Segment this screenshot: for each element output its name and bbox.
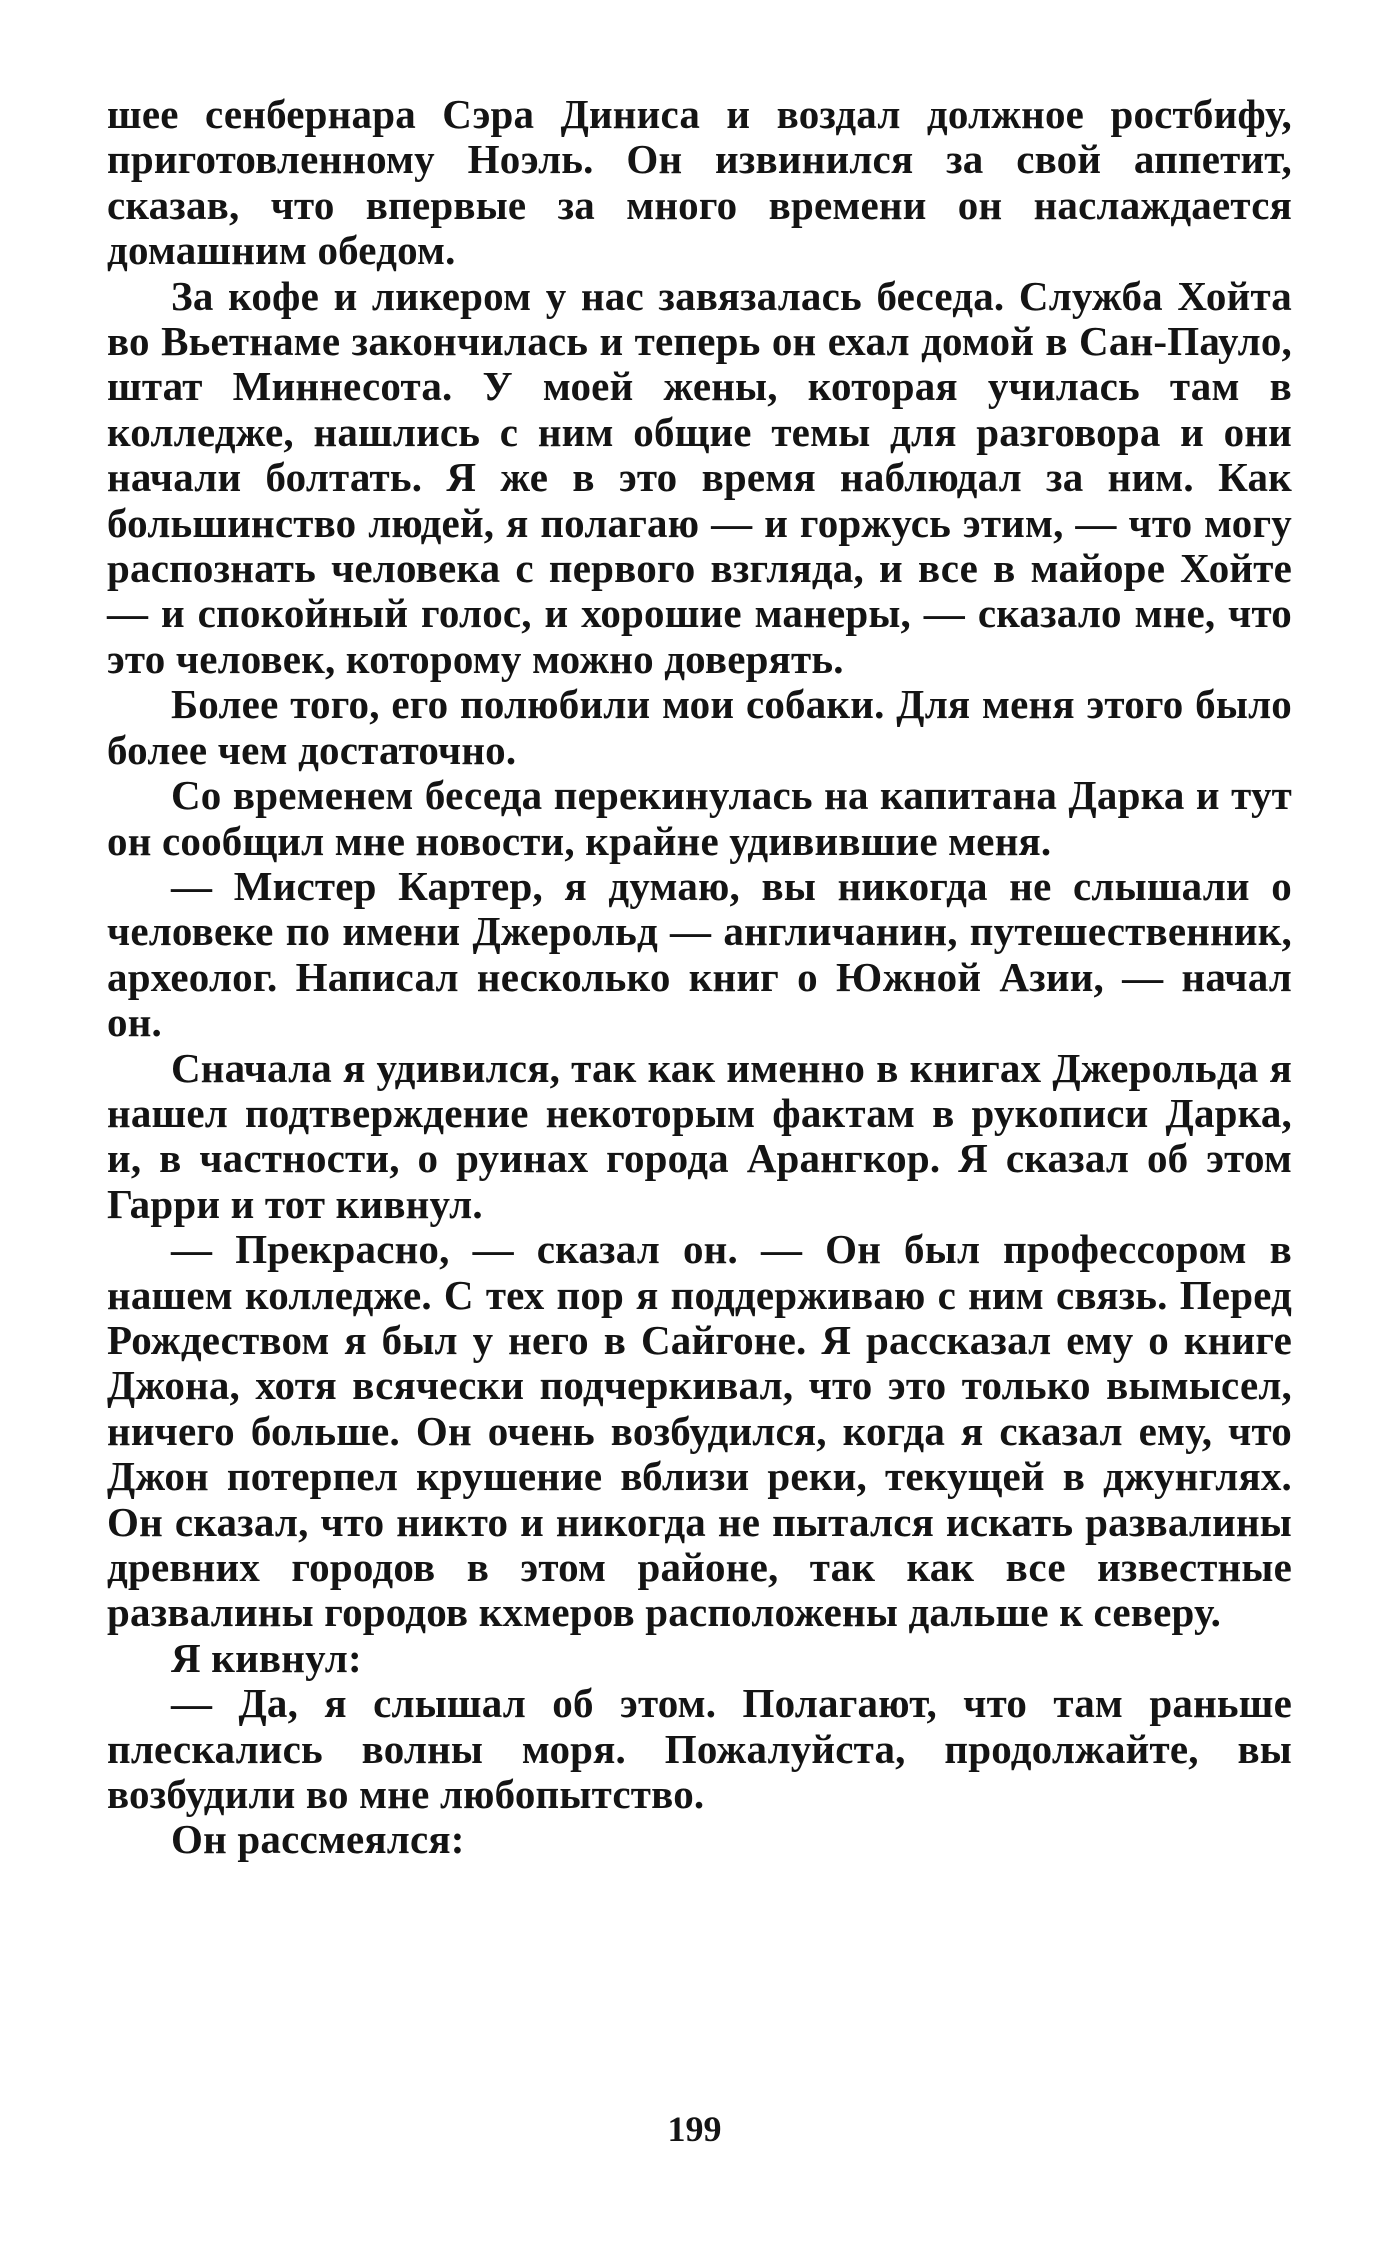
paragraph: Со временем беседа перекинулась на капитана Дарка и тут он сообщил мне новости, крайне удивившие меня. [107, 772, 1292, 864]
paragraph: Более того, его полюбили мои собаки. Для меня этого было более чем достаточно. [107, 681, 1292, 773]
paragraph: Сначала я удивился, так как именно в книгах Джерольда я нашел подтверждение некоторым фактам в рукописи Дарка, и, в частности, о руинах города Арангкор. Я сказал об этом Гарри и тот кивнул. [107, 1044, 1292, 1227]
paragraph: За кофе и ликером у нас завязалась беседа. Служба Хойта во Вьетнаме закончилась и теперь он ехал домой в Сан-Пауло, штат Миннесота. У моей жены, которая училась там в колледже, нашлись с ним общие темы для разговора и они начали болтать. Я же в это время наблюдал за ним. Как большинство людей, я полагаю — и горжусь этим, — что могу распознать человека с первого взгляда, и все в майоре Хойте — и спокойный голос, и хорошие манеры, — сказало мне, что это человек, которому можно доверять. [107, 272, 1292, 682]
page-text [107, 92, 1292, 1863]
paragraph: — Мистер Картер, я думаю, вы никогда не слышали о человеке по имени Джерольд — англичанин, путешественник, археолог. Написал несколько книг о Южной Азии, — начал он. [107, 862, 1292, 1046]
paragraph: шее сенбернара Сэра Диниса и воздал должное ростбифу, приготовленному Ноэль. Он извинился за свой аппетит, сказав, что впервые за много времени он наслаждается домашним обедом. [107, 91, 1292, 274]
paragraph: — Да, я слышал об этом. Полагают, что там раньше плескались волны моря. Пожалуйста, продолжайте, вы возбудили во мне любопытство. [107, 1680, 1292, 1818]
page-number: 199 [667, 2109, 722, 2149]
paragraph: — Прекрасно, — сказал он. — Он был профессором в нашем колледже. С тех пор я поддерживаю с ним связь. Перед Рождеством я был у него в Сайгоне. Я рассказал ему о книге Джона, хотя всячески подчеркивал, что это только вымысел, ничего больше. Он очень возбудился, когда я сказал ему, что Джон потерпел крушение вблизи реки, текущей в джунглях. Он сказал, что никто и никогда не пытался искать развалины древних городов в этом районе, так как все известные развалины городов кхмеров расположены дальше к северу. [107, 1226, 1292, 1636]
paragraph: Он рассмеялся: [171, 1816, 465, 1863]
paragraph: Я кивнул: [171, 1634, 362, 1681]
